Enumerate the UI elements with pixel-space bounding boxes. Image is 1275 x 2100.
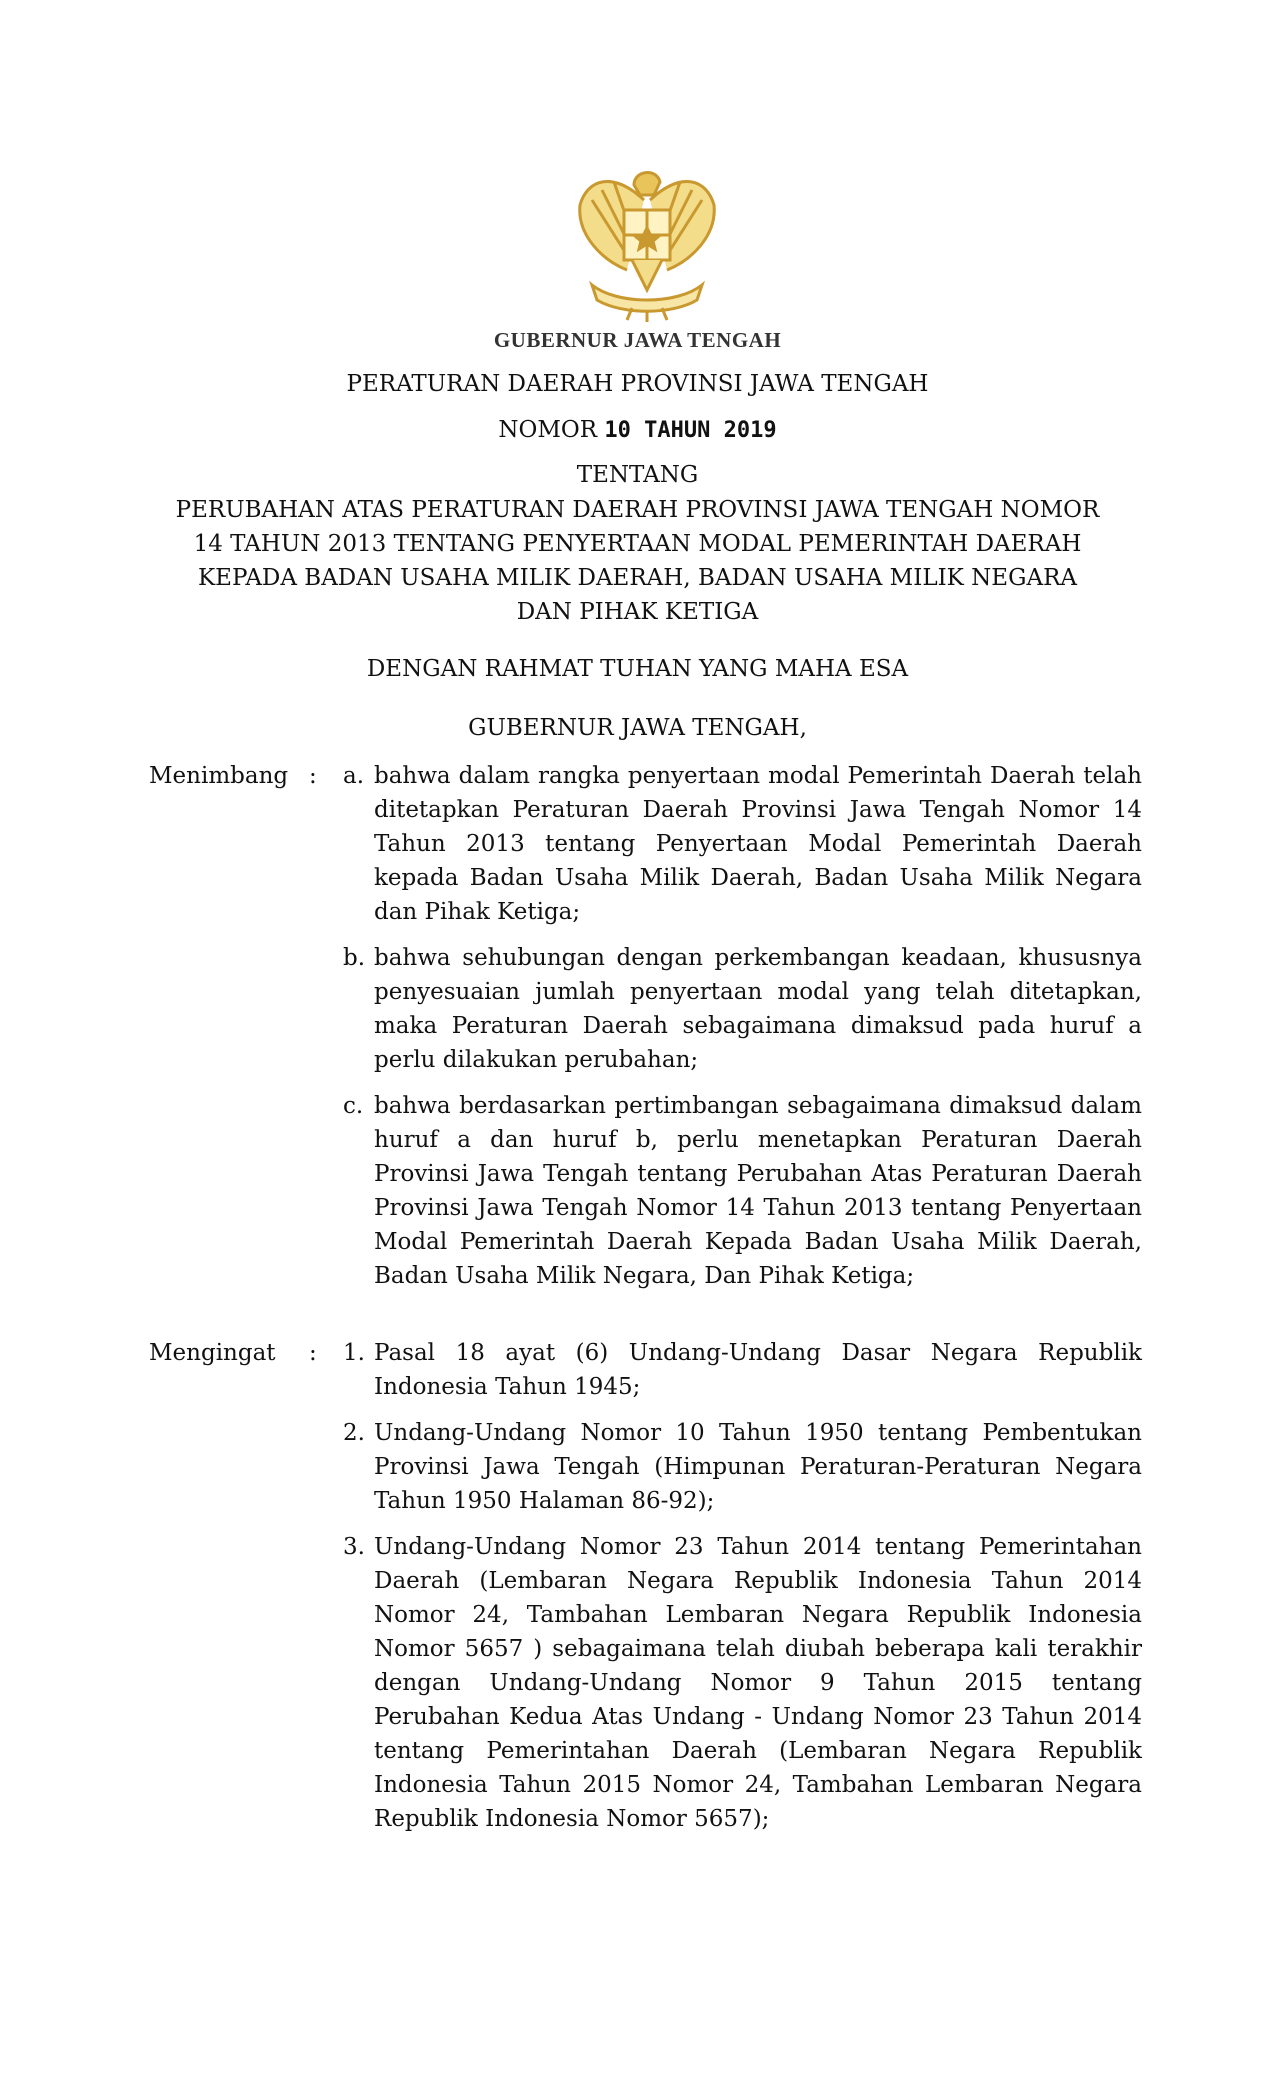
item-text: bahwa sehubungan dengan perkembangan keadaan, khususnya penyesuaian jumlah penyertaan modal yang telah ditetapkan, maka Peraturan Daerah sebagaimana dimaksud pada huruf a perlu dilakukan perubahan; bbox=[374, 945, 1142, 1073]
item-text: Undang-Undang Nomor 10 Tahun 1950 tentang Pembentukan Provinsi Jawa Tengah (Himpunan Peraturan-Peraturan Negara Tahun 1950 Halaman 86-92); bbox=[374, 1420, 1142, 1514]
colon: : bbox=[309, 763, 317, 789]
list-item bbox=[343, 1530, 1142, 1836]
about-label: TENTANG bbox=[576, 462, 699, 488]
number-prefix: NOMOR bbox=[498, 417, 598, 443]
blessing: DENGAN RAHMAT TUHAN YANG MAHA ESA bbox=[366, 656, 909, 682]
section-label: Menimbang bbox=[149, 763, 289, 789]
item-marker: 2. bbox=[343, 1420, 365, 1446]
governor-heading: GUBERNUR JAWA TENGAH, bbox=[468, 715, 807, 741]
item-text: bahwa dalam rangka penyertaan modal Pemerintah Daerah telah ditetapkan Peraturan Daerah Provinsi Jawa Tengah Nomor 14 Tahun 2013 tentang Penyertaan Modal Pemerintah Daerah kepada Badan Usaha Milik Daerah, Badan Usaha Milik Negara dan Pihak Ketiga; bbox=[374, 763, 1142, 925]
list-item bbox=[343, 1336, 1142, 1404]
garuda-emblem bbox=[572, 160, 722, 322]
section-label: Mengingat bbox=[149, 1340, 276, 1366]
mengingat-section bbox=[149, 1336, 1142, 1836]
item-marker: 1. bbox=[343, 1340, 365, 1366]
document-type: PERATURAN DAERAH PROVINSI JAWA TENGAH bbox=[346, 371, 929, 397]
number-value: 10 TAHUN 2019 bbox=[604, 418, 777, 443]
menimbang-section bbox=[149, 759, 1142, 1293]
issuer-heading: GUBERNUR JAWA TENGAH bbox=[493, 328, 782, 352]
list-item bbox=[343, 759, 1142, 929]
item-marker: 3. bbox=[343, 1534, 365, 1560]
list-item bbox=[343, 1089, 1142, 1293]
item-text: bahwa berdasarkan pertimbangan sebagaimana dimaksud dalam huruf a dan huruf b, perlu menetapkan Peraturan Daerah Provinsi Jawa Tengah tentang Perubahan Atas Peraturan Daerah Provinsi Jawa Tengah Nomor 14 Tahun 2013 tentang Penyertaan Modal Pemerintah Daerah Kepada Badan Usaha Milik Daerah, Badan Usaha Milik Negara, Dan Pihak Ketiga; bbox=[374, 1093, 1142, 1289]
item-marker: b. bbox=[343, 945, 366, 971]
title-line: DAN PIHAK KETIGA bbox=[516, 599, 759, 625]
regulation-title bbox=[0, 493, 1275, 629]
document-number bbox=[0, 413, 1275, 448]
item-text: Pasal 18 ayat (6) Undang-Undang Dasar Negara Republik Indonesia Tahun 1945; bbox=[374, 1340, 1142, 1400]
title-line: KEPADA BADAN USAHA MILIK DAERAH, BADAN USAHA MILIK NEGARA bbox=[197, 565, 1077, 591]
item-text: Undang-Undang Nomor 23 Tahun 2014 tentang Pemerintahan Daerah (Lembaran Negara Republik Indonesia Tahun 2014 Nomor 24, Tambahan Lembaran Negara Republik Indonesia Nomor 5657 ) sebagaimana telah diubah beberapa kali terakhir dengan Undang-Undang Nomor 9 Tahun 2015 tentang Perubahan Kedua Atas Undang - Undang Nomor 23 Tahun 2014 tentang Pemerintahan Daerah (Lembaran Negara Republik Indonesia Tahun 2015 Nomor 24, Tambahan Lembaran Negara Republik Indonesia Nomor 5657); bbox=[374, 1534, 1142, 1832]
title-line: 14 TAHUN 2013 TENTANG PENYERTAAN MODAL PEMERINTAH DAERAH bbox=[193, 531, 1082, 557]
item-marker: a. bbox=[343, 763, 365, 789]
list-item bbox=[343, 941, 1142, 1077]
list-item bbox=[343, 1416, 1142, 1518]
colon: : bbox=[309, 1340, 317, 1366]
title-line: PERUBAHAN ATAS PERATURAN DAERAH PROVINSI JAWA TENGAH NOMOR bbox=[175, 497, 1100, 523]
item-marker: c. bbox=[343, 1093, 364, 1119]
